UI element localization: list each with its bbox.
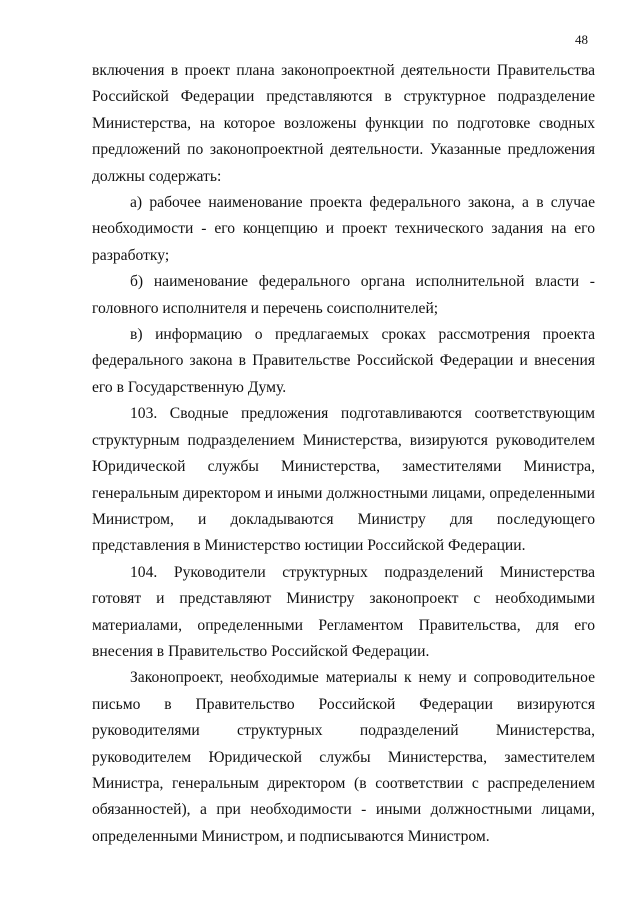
paragraph-item-a: а) рабочее наименование проекта федерального закона, а в случае необходимости - его концепцию и проект технического задания на его разработку;	[92, 194, 595, 264]
paragraph-continuation: включения в проект плана законопроектной деятельности Правительства Российской Федерации представляются в структурное подразделение Министерства, на которое возложены функции по подготовке сводных предложений по законопроектной деятельности. Указанные предложения должны содержать:	[92, 62, 595, 185]
paragraph-endorsement: Законопроект, необходимые материалы к нему и сопроводительное письмо в Правительство Российской Федерации визируются руководителями структурных подразделений Министерства, руководителем Юридической службы Министерства, заместителем Министра, генеральным директором (в соответствии с распределением обязанностей), а при необходимости - иными должностными лицами, определенными Министром, и подписываются Министром.	[92, 669, 595, 845]
paragraph-item-b: б) наименование федерального органа исполнительной власти - головного исполнителя и перечень соисполнителей;	[92, 273, 595, 317]
paragraph-clause-103: 103. Сводные предложения подготавливаются соответствующим структурным подразделением Министерства, визируются руководителем Юридической службы Министерства, заместителями Министра, генеральным директором и иными должностными лицами, определенными Министром, и докладываются Министру для последующего представления в Министерство юстиции Российской Федерации.	[92, 405, 595, 555]
document-body	[92, 58, 595, 850]
paragraph-item-v: в) информацию о предлагаемых сроках рассмотрения проекта федерального закона в Правительстве Российской Федерации и внесения его в Государственную Думу.	[92, 326, 595, 396]
page-number: 48	[575, 32, 588, 47]
paragraph-clause-104: 104. Руководители структурных подразделений Министерства готовят и представляют Министру законопроект с необходимыми материалами, определенными Регламентом Правительства, для его внесения в Правительство Российской Федерации.	[92, 563, 595, 660]
